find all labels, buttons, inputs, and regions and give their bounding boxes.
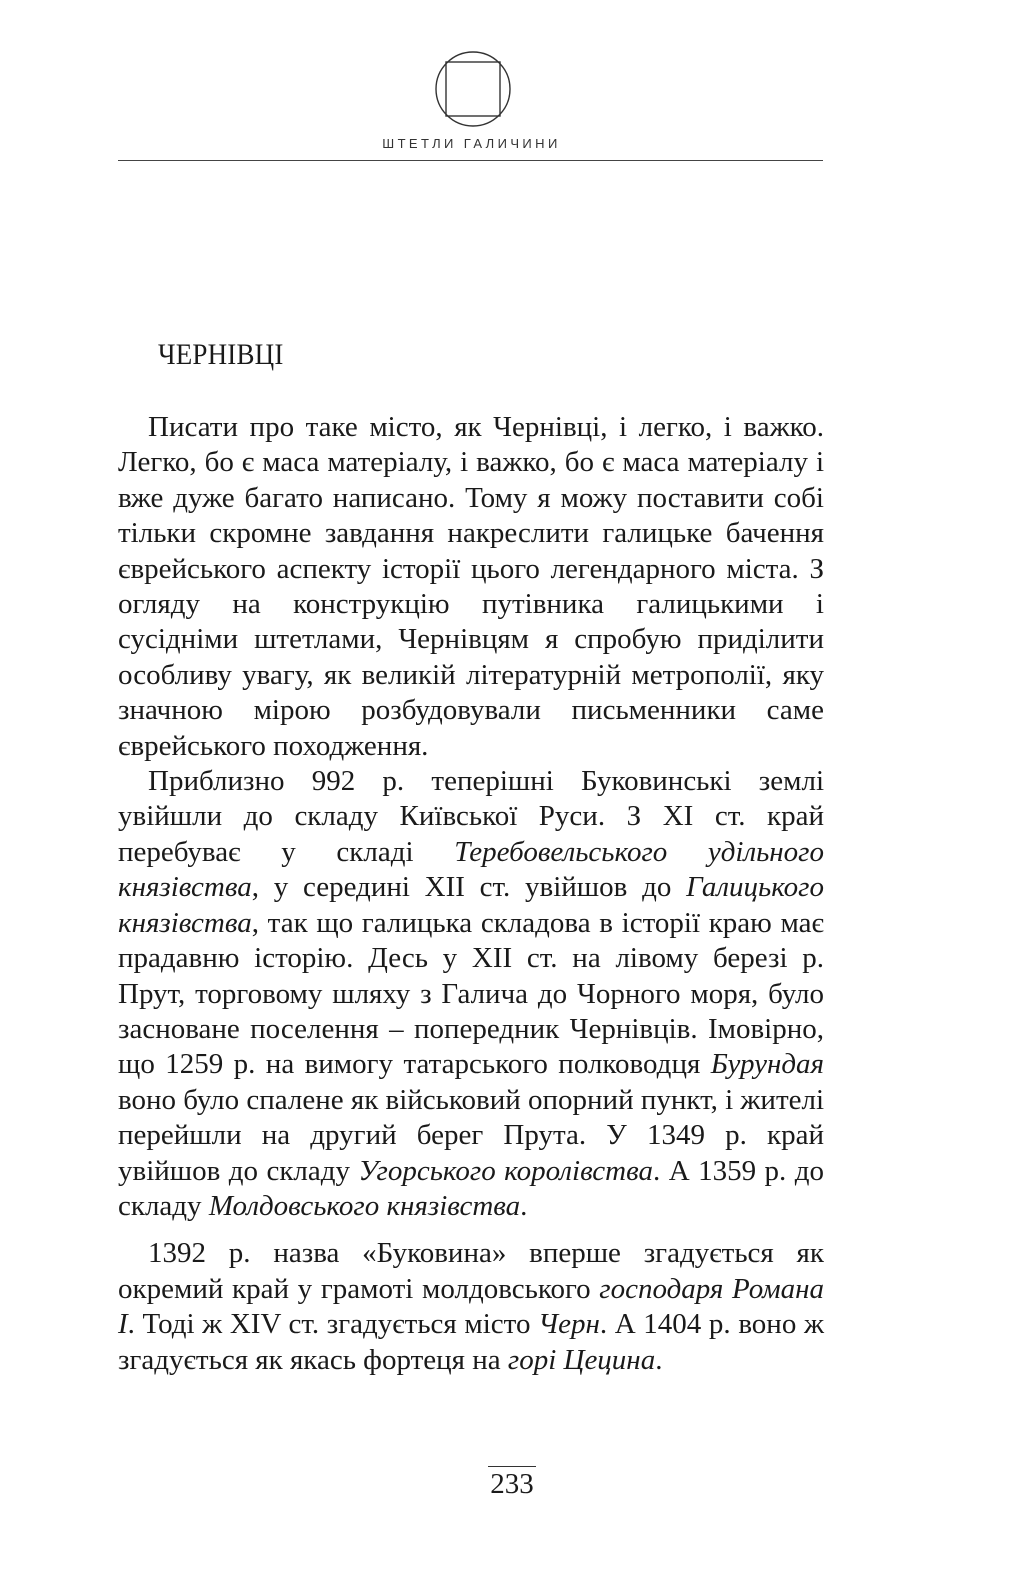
paragraph-1 — [118, 410, 824, 764]
page-number-label: 233 — [490, 1468, 534, 1500]
italic-run: Галицького князівства — [118, 871, 824, 939]
italic-run: господаря Романа I — [118, 1272, 825, 1341]
text-run: Писати про таке місто, як Чернівці, і легко, і важко. Легко, бо є маса матеріалу, і важко, бо є маса матеріалу і вже дуже багато написано. Тому я можу поставити собі тільки скромне завдання накреслити галицьке бачення єврейського аспекту історії цього легендарного міста. З огляду на конструкцію путівника галицькими і сусідніми штетлами, Чернівцям я спробую приділити особливу увагу, як великій літературній метрополії, яку значною мірою розбудовували письменники саме єврейського походження. — [118, 411, 824, 762]
text-run: воно було спалене як військовий опорний пункт, і жителі перейшли на другий берег Прута. У 1349 р. край увійшов до складу — [118, 1083, 825, 1187]
text-run: . Тоді ж XIV ст. згадується місто — [127, 1308, 539, 1341]
circle-square-emblem-icon — [434, 50, 512, 128]
running-header: ШТЕТЛИ ГАЛИЧИНИ — [382, 136, 561, 151]
text-run: , так що галицька складова в історії краю має прадавню історію. Десь у XII ст. на лівому березі р. Прут, торговому шляху з Галича до Чорного моря, було засноване поселення – попередник Чернівців. Імовірно, що 1259 р. на вимогу татарського полководця — [118, 906, 824, 1081]
text-run: . А 1404 р. воно ж згадується як якась фортеця на — [118, 1308, 824, 1376]
header-rule — [118, 160, 823, 161]
paragraph-2 — [118, 764, 824, 1224]
italic-run: Теребовельського удільного князівства — [118, 835, 824, 904]
text-run: 1392 р. назва «Буковина» вперше згадується як окремий край у грамоті молдовського — [118, 1237, 824, 1305]
text-run: Приблизно 992 р. теперішні Буковинські землі увійшли до складу Київської Руси. З XI ст. край перебуває у складі — [118, 765, 824, 868]
italic-run: горі Цецина — [507, 1343, 656, 1376]
italic-run: Черн — [538, 1308, 600, 1341]
chapter-title: ЧЕРНІВЦІ — [158, 338, 284, 371]
text-run: . — [655, 1343, 663, 1376]
text-run: , у середині XII ст. увійшов до — [251, 871, 687, 904]
italic-run: Молдовського князівства — [208, 1189, 521, 1222]
page-number — [0, 1466, 1024, 1501]
text-run: . — [520, 1189, 528, 1222]
text-run: . А 1359 р. до складу — [118, 1154, 825, 1222]
italic-run: Угорського королівства — [358, 1154, 653, 1187]
italic-run: Бурундая — [710, 1048, 824, 1081]
body-text — [118, 410, 824, 1378]
paragraph-3 — [118, 1236, 824, 1378]
